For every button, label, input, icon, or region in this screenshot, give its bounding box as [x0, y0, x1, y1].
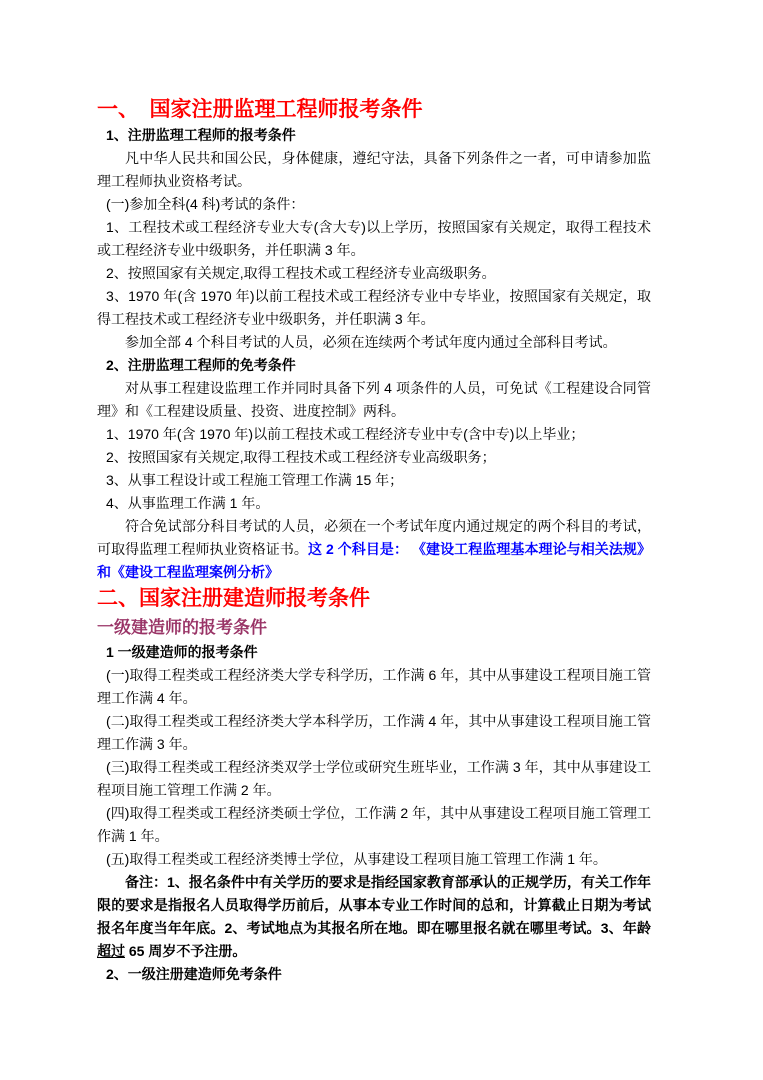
full-exam-item-3: 3、1970 年(含 1970 年)以前工程技术或工程经济专业中专毕业，按照国家有关规定，取得工程技术或工程经济专业中级职务，并任职满 3 年。 [97, 288, 651, 327]
exempt-note-subjects-text: 这 2 个科目是： 《建设工程监理基本理论与相关法规》和《建设工程监理案例分析》 [97, 541, 651, 580]
exempt-intro-paragraph: 对从事工程建设监理工作并同时具备下列 4 项条件的人员，可免试《工程建设合同管理》和《工程建设质量、投资、进度控制》两科。 [97, 380, 651, 419]
section2-sub2-heading: 2、一级注册建造师免考条件 [106, 966, 282, 982]
constructor-item-1: (一)取得工程类或工程经济类大学专科学历，工作满 6 年，其中从事建设工程项目施工管理工作满 4 年。 [97, 667, 651, 706]
section1-intro-paragraph: 凡中华人民共和国公民，身体健康，遵纪守法，具备下列条件之一者，可申请参加监理工程师执业资格考试。 [97, 150, 651, 189]
exempt-item-4: 4、从事监理工作满 1 年。 [106, 495, 270, 511]
full-exam-item-2: 2、按照国家有关规定,取得工程技术或工程经济专业高级职务。 [106, 265, 496, 281]
constructor-item-2: (二)取得工程类或工程经济类大学本科学历，工作满 4 年，其中从事建设工程项目施工管理工作满 3 年。 [97, 713, 651, 752]
remarks-underlined-text: 超过 [97, 943, 125, 959]
remarks-prefix-text: 备注：1、报名条件中有关学历的要求是指经国家教育部承认的正规学历，有关工作年限的要求是指报名人员取得学历前后，从事本专业工作时间的总和，计算截止日期为考试报名年度当年年底。2、考试地点为其报名所在地。即在哪里报名就在哪里考试。3、年龄 [97, 874, 651, 936]
exempt-note-plain-text: 符合免试部分科目考试的人员，必须在一个考试年度内通过规定的两个科目的考试，可取得监理工程师执业资格证书。 [97, 518, 651, 557]
level1-constructor-heading: 一级建造师的报考条件 [97, 618, 267, 637]
section1-heading: 一、 国家注册监理工程师报考条件 [97, 98, 423, 121]
full-exam-item-1: 1、工程技术或工程经济专业大专(含大专)以上学历，按照国家有关规定，取得工程技术或工程经济专业中级职务，并任职满 3 年。 [97, 219, 651, 258]
constructor-item-4: (四)取得工程类或工程经济类硕士学位，工作满 2 年，其中从事建设工程项目施工管理工作满 1 年。 [97, 805, 651, 844]
exempt-note-paragraph [97, 515, 651, 584]
remarks-paragraph [97, 871, 651, 963]
section1-sub2-heading: 2、注册监理工程师的免考条件 [106, 357, 296, 373]
exempt-item-1: 1、1970 年(含 1970 年)以前工程技术或工程经济专业中专(含中专)以上毕业； [106, 426, 585, 442]
section2-sub1-heading: 1 一级建造师的报考条件 [106, 644, 258, 660]
remarks-suffix-text: 65 周岁不予注册。 [125, 943, 247, 959]
section1-sub1-heading: 1、注册监理工程师的报考条件 [106, 127, 296, 143]
section2-heading: 二、国家注册建造师报考条件 [97, 587, 370, 610]
exempt-item-2: 2、按照国家有关规定,取得工程技术或工程经济专业高级职务； [106, 449, 496, 465]
full-exam-note: 参加全部 4 个科目考试的人员，必须在连续两个考试年度内通过全部科目考试。 [125, 334, 617, 350]
exempt-item-3: 3、从事工程设计或工程施工管理工作满 15 年； [106, 472, 404, 488]
full-exam-title: (一)参加全科(4 科)考试的条件： [106, 196, 305, 212]
constructor-item-3: (三)取得工程类或工程经济类双学士学位或研究生班毕业，工作满 3 年，其中从事建设工程项目施工管理工作满 2 年。 [97, 759, 651, 798]
constructor-item-5: (五)取得工程类或工程经济类博士学位，从事建设工程项目施工管理工作满 1 年。 [106, 851, 607, 867]
